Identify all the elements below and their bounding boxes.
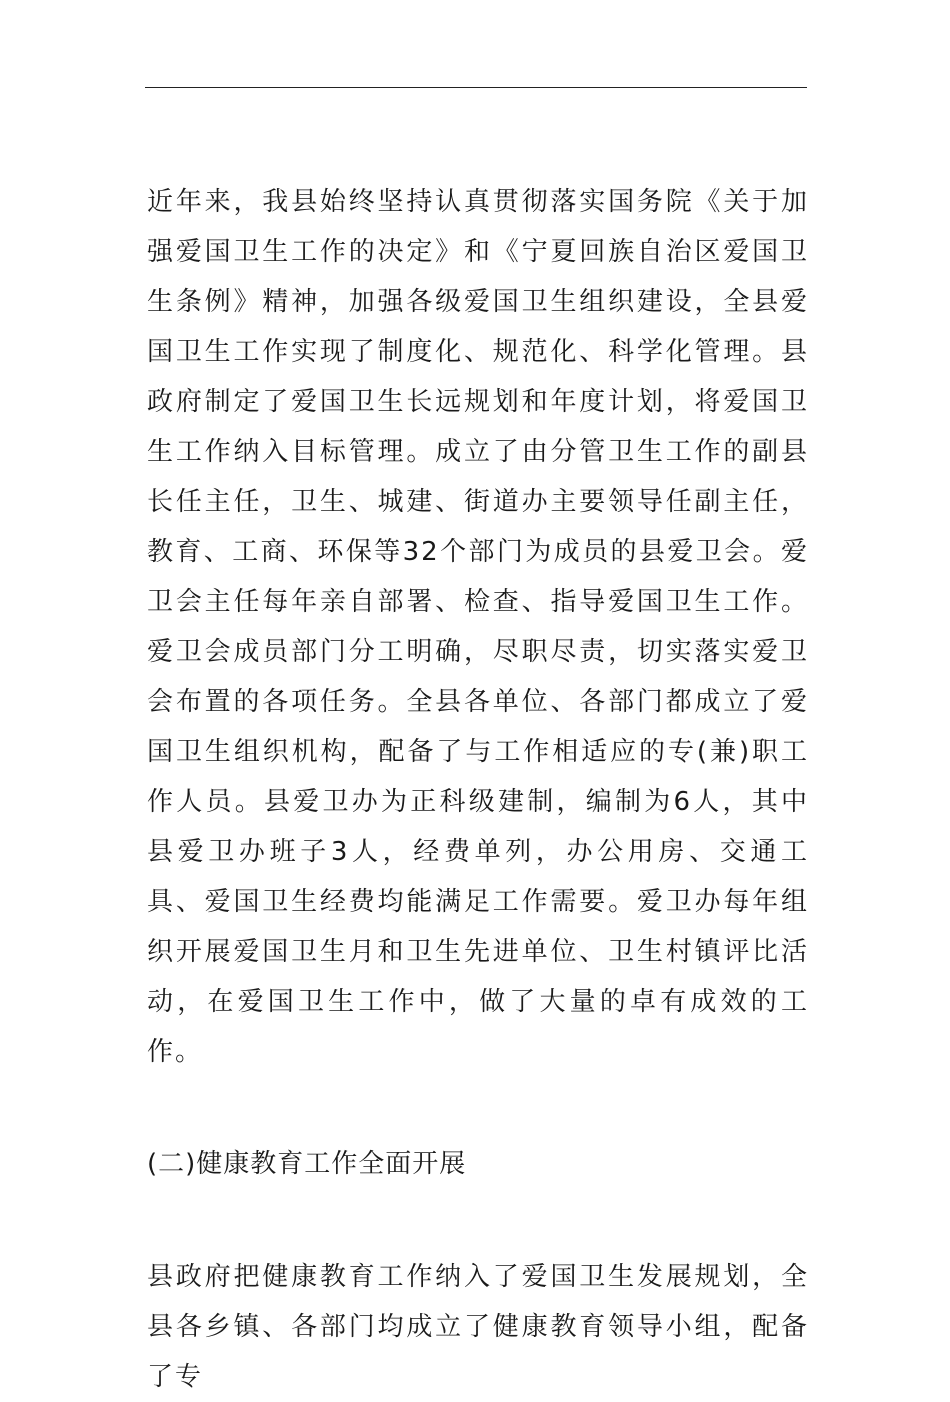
body-paragraph: 近年来，我县始终坚持认真贯彻落实国务院《关于加强爱国卫生工作的决定》和《宁夏回族自治区爱国卫生条例》精神，加强各级爱国卫生组织建设，全县爱国卫生工作实现了制度化、规范化、科学化管理。县政府制定了爱国卫生长远规划和年度计划，将爱国卫生工作纳入目标管理。成立了由分管卫生工作的副县长任主任，卫生、城建、街道办主要领导任副主任，教育、工商、环保等32个部门为成员的县爱卫会。爱卫会主任每年亲自部署、检查、指导爱国卫生工作。爱卫会成员部门分工明确，尽职尽责，切实落实爱卫会布置的各项任务。全县各单位、各部门都成立了爱国卫生组织机构，配备了与工作相适应的专(兼)职工作人员。县爱卫办为正科级建制，编制为6人，其中县爱卫办班子3人，经费单列，办公用房、交通工具、爱国卫生经费均能满足工作需要。爱卫办每年组织开展爱国卫生月和卫生先进单位、卫生村镇评比活动，在爱国卫生工作中，做了大量的卓有成效的工作。 <box>147 187 809 1067</box>
body-paragraph: 县政府把健康教育工作纳入了爱国卫生发展规划，全县各乡镇、各部门均成立了健康教育领导小组，配备了专 <box>147 1262 809 1392</box>
section-heading: (二)健康教育工作全面开展 <box>147 1149 467 1179</box>
header-rule <box>145 87 807 88</box>
document-body <box>147 177 809 1402</box>
